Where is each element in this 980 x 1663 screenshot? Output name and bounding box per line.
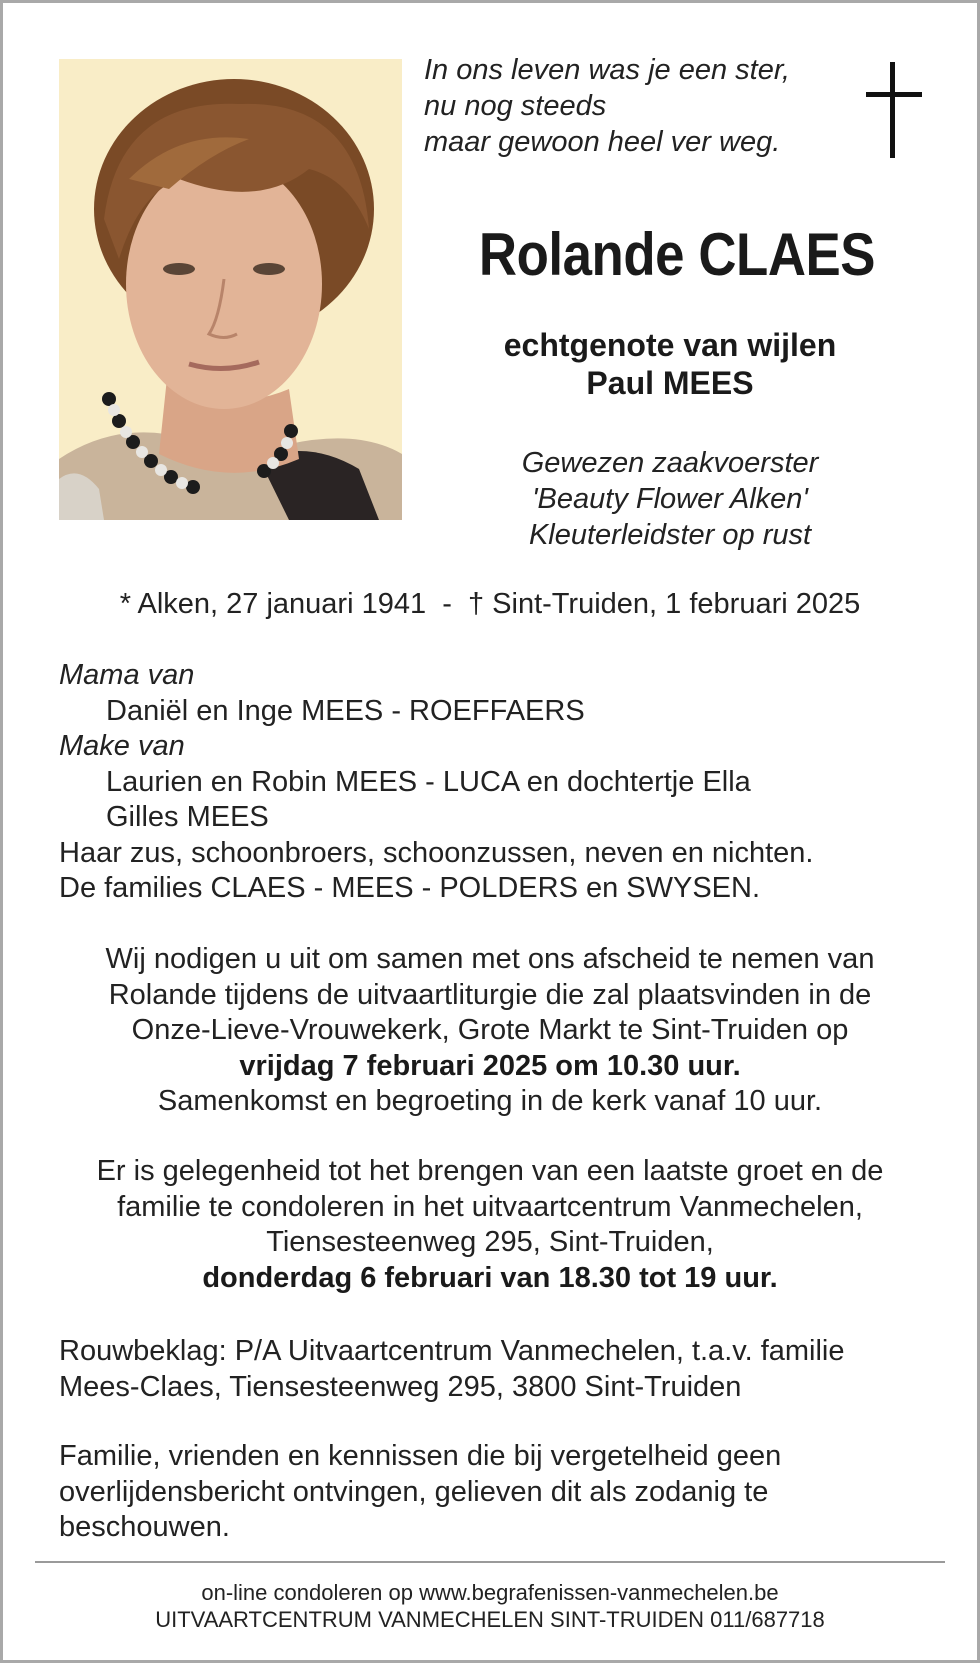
visitation-line: familie te condoleren in het uitvaartcentrum Vanmechelen, xyxy=(117,1190,863,1223)
occupation-line: Gewezen zaakvoerster xyxy=(521,447,819,479)
visitation-line: Tiensesteenweg 295, Sint-Truiden, xyxy=(266,1226,714,1258)
condolence-line: Mees-Claes, Tiensesteenweg 295, 3800 Sint-Truiden xyxy=(59,1370,742,1403)
grandmother-label: Make van xyxy=(59,730,185,762)
memorial-verse xyxy=(424,52,844,160)
deceased-name: Rolande CLAES xyxy=(478,221,876,288)
footer xyxy=(0,1579,980,1633)
grandchildren-line: Gilles MEES xyxy=(106,801,269,833)
spouse-name: Paul MEES xyxy=(586,365,754,401)
notice-line: Familie, vrienden en kennissen die bij vergetelheid geen xyxy=(59,1440,782,1472)
occupation-line: 'Beauty Flower Alken' xyxy=(532,483,808,515)
service-line: Onze-Lieve-Vrouwekerk, Grote Markt te Sint-Truiden op xyxy=(131,1014,849,1046)
verse-line: maar gewoon heel ver weg. xyxy=(424,126,781,158)
condolence-address xyxy=(59,1334,939,1405)
spouse-relation: echtgenote van wijlen xyxy=(503,327,837,363)
service-gathering: Samenkomst en begroeting in de kerk vanaf 10 uur. xyxy=(157,1085,823,1117)
online-condolence-link[interactable]: on-line condoleren op www.begrafenissen-vanmechelen.be xyxy=(201,1580,779,1605)
service-datetime: vrijdag 7 februari 2025 om 10.30 uur. xyxy=(239,1049,741,1082)
visitation-line: Er is gelegenheid tot het brengen van een laatste groet en de xyxy=(96,1155,884,1187)
verse-line: In ons leven was je een ster, xyxy=(424,54,790,86)
spouse-info xyxy=(430,326,910,402)
notice-text xyxy=(59,1439,939,1546)
visitation-info xyxy=(40,1154,940,1296)
notice-line: beschouwen. xyxy=(59,1511,230,1543)
service-line: Rolande tijdens de uitvaartliturgie die zal plaatsvinden in de xyxy=(108,978,872,1011)
mother-label: Mama van xyxy=(59,659,195,691)
verse-line: nu nog steeds xyxy=(424,90,607,122)
funeral-service-info xyxy=(40,942,940,1120)
cross-icon xyxy=(866,62,922,158)
grandchildren-line: Laurien en Robin MEES - LUCA en dochtertje Ella xyxy=(106,765,751,798)
visitation-datetime: donderdag 6 februari van 18.30 tot 19 uur. xyxy=(202,1261,778,1294)
service-line: Wij nodigen u uit om samen met ons afscheid te nemen van xyxy=(105,943,875,975)
families-line: De families CLAES - MEES - POLDERS en SWYSEN. xyxy=(59,872,761,904)
occupation-line: Kleuterleidster op rust xyxy=(528,519,812,551)
occupation-info xyxy=(430,445,910,553)
funeral-home-contact: UITVAARTCENTRUM VANMECHELEN SINT-TRUIDEN 011/687718 xyxy=(155,1607,825,1632)
children-names: Daniël en Inge MEES - ROEFFAERS xyxy=(106,694,585,727)
notice-line: overlijdensbericht ontvingen, gelieven dit als zodanig te xyxy=(59,1475,769,1508)
siblings-line: Haar zus, schoonbroers, schoonzussen, neven en nichten. xyxy=(59,836,814,869)
family-list xyxy=(59,658,939,907)
portrait-photo xyxy=(59,59,402,520)
footer-divider xyxy=(35,1561,945,1563)
birth-death-dates: * Alken, 27 januari 1941 - † Sint-Truiden, 1 februari 2025 xyxy=(119,588,861,620)
condolence-line: Rouwbeklag: P/A Uitvaartcentrum Vanmechelen, t.a.v. familie xyxy=(59,1335,845,1367)
